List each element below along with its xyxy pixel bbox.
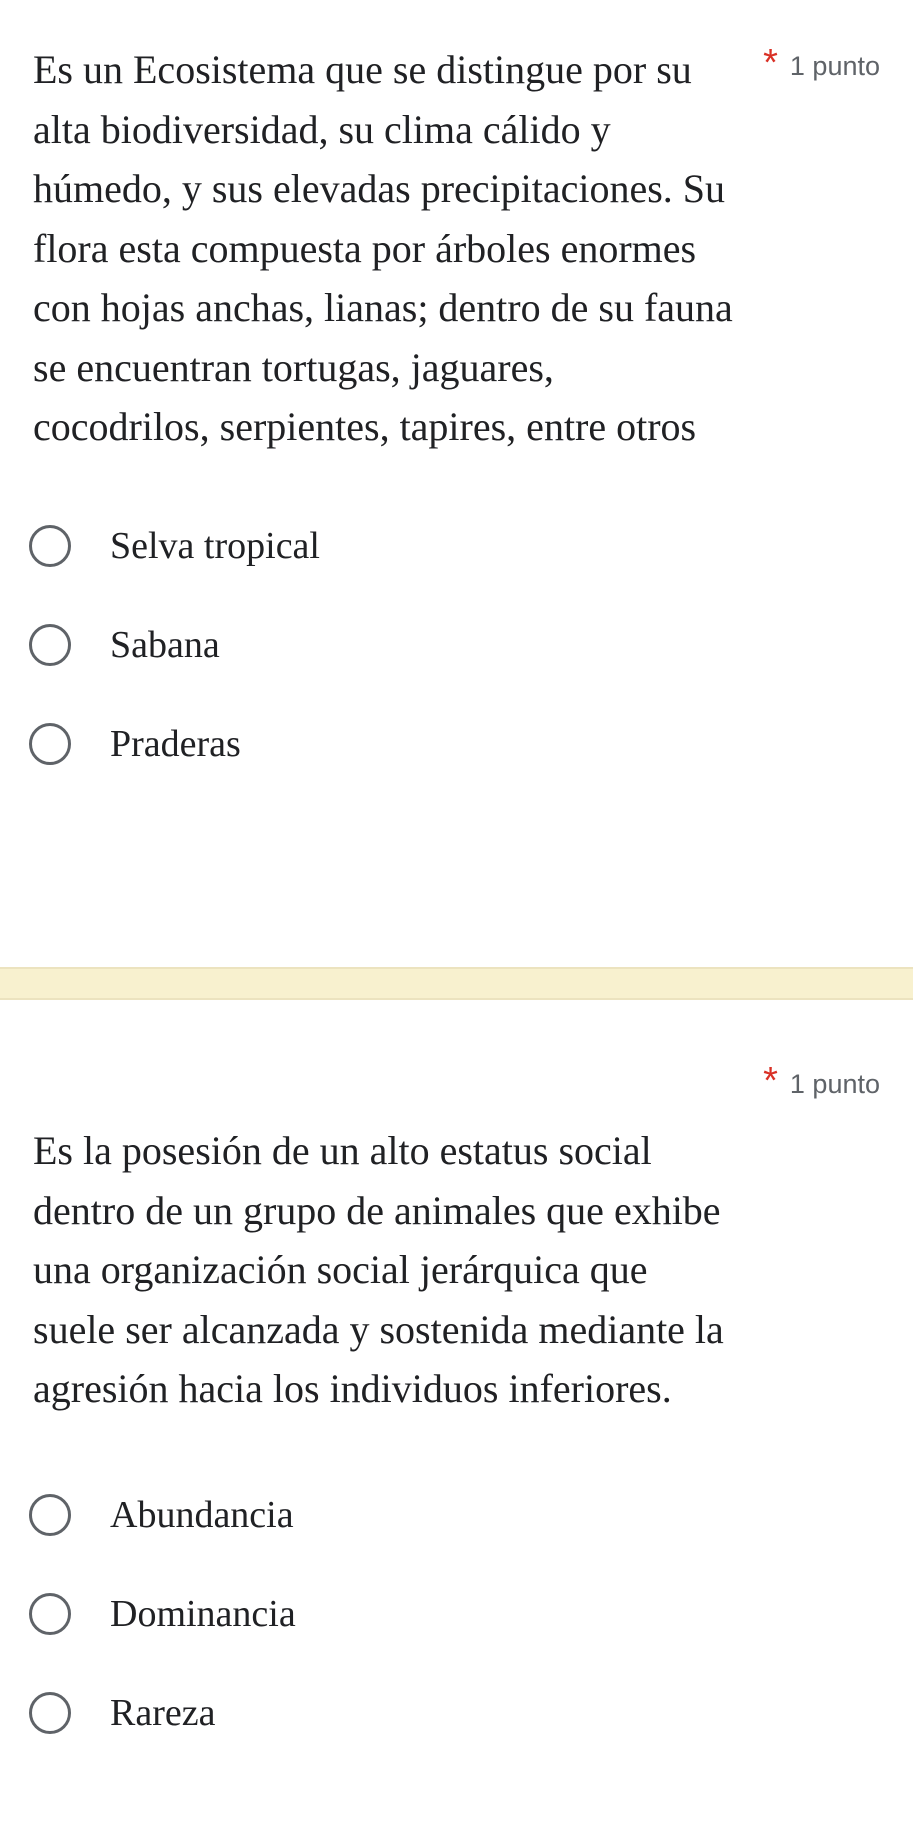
radio-button-icon[interactable] [29, 624, 71, 666]
option-label: Sabana [110, 624, 220, 666]
question-text: Es un Ecosistema que se distingue por su alta biodiversidad, su clima cálido y húmedo, y sus elevadas precipitaciones. Su flora esta compuesta por árboles enormes con hojas anchas, lianas; dentro de su fauna se encuentran tortugas, jaguares, cocodrilos, serpientes, tapires, entre otros [33, 47, 733, 449]
question-header [0, 1000, 913, 1419]
radio-button-icon[interactable] [29, 723, 71, 765]
option-label: Abundancia [110, 1494, 294, 1536]
radio-group [0, 1466, 913, 1763]
card-divider [0, 967, 913, 1000]
question-text: Es la posesión de un alto estatus social dentro de un grupo de animales que exhibe una organización social jerárquica que suele ser alcanzada y sostenida mediante la agresión hacia los individuos inferiores. [33, 1128, 724, 1411]
radio-option-dominancia[interactable] [29, 1565, 913, 1664]
radio-button-icon[interactable] [29, 1692, 71, 1734]
radio-button-icon[interactable] [29, 1494, 71, 1536]
radio-group [0, 497, 913, 794]
option-label: Rareza [110, 1692, 216, 1734]
radio-button-icon[interactable] [29, 525, 71, 567]
question-meta [763, 1060, 880, 1102]
option-label: Dominancia [110, 1593, 296, 1635]
radio-button-icon[interactable] [29, 1593, 71, 1635]
radio-option-selva-tropical[interactable] [29, 497, 913, 596]
option-label: Selva tropical [110, 525, 320, 567]
points-label: 1 punto [789, 1069, 880, 1099]
radio-option-praderas[interactable] [29, 695, 913, 794]
question-meta [763, 42, 880, 84]
question-card-2 [0, 1000, 913, 1848]
question-header [0, 0, 913, 457]
required-asterisk: * [763, 1060, 778, 1102]
points-label: 1 punto [789, 51, 880, 81]
radio-option-abundancia[interactable] [29, 1466, 913, 1565]
radio-option-sabana[interactable] [29, 596, 913, 695]
option-label: Praderas [110, 723, 241, 765]
radio-option-rareza[interactable] [29, 1664, 913, 1763]
required-asterisk: * [763, 42, 778, 84]
